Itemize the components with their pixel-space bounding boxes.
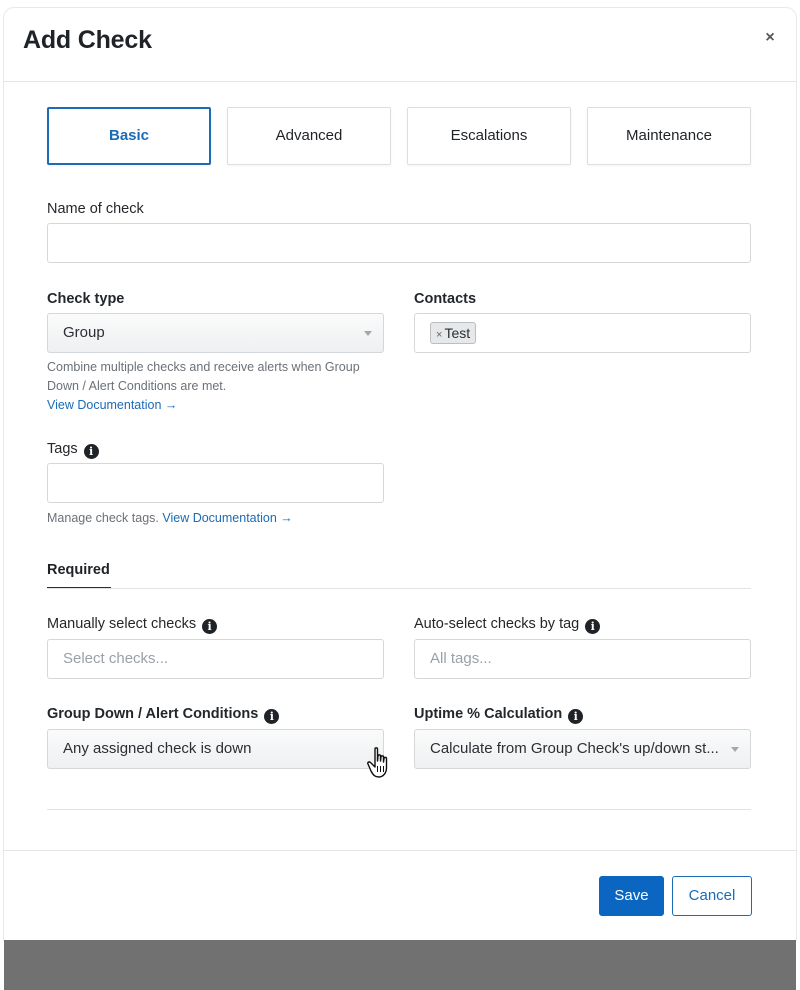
- info-icon[interactable]: i: [202, 619, 217, 634]
- tags-input[interactable]: [47, 463, 384, 503]
- info-icon[interactable]: i: [568, 709, 583, 724]
- uptime-label: Uptime % Calculation i: [414, 706, 583, 724]
- info-icon[interactable]: i: [84, 444, 99, 459]
- uptime-value: Calculate from Group Check's up/down st...: [430, 740, 719, 757]
- manual-select-input[interactable]: Select checks...: [47, 639, 384, 679]
- info-icon[interactable]: i: [585, 619, 600, 634]
- save-button[interactable]: Save: [599, 876, 664, 916]
- name-of-check-input[interactable]: [47, 223, 751, 263]
- bottom-divider: [47, 809, 751, 810]
- tab-maintenance[interactable]: Maintenance: [587, 107, 751, 165]
- auto-select-label: Auto-select checks by tag i: [414, 616, 600, 634]
- required-section-title[interactable]: Required: [47, 562, 110, 578]
- chevron-down-icon: [731, 747, 739, 752]
- remove-token-icon[interactable]: ×: [436, 329, 443, 341]
- tab-escalations[interactable]: Escalations: [407, 107, 571, 165]
- chevron-down-icon: [364, 331, 372, 336]
- contacts-input[interactable]: [414, 313, 751, 353]
- tab-basic[interactable]: Basic: [47, 107, 211, 165]
- add-check-modal: [4, 8, 796, 940]
- tags-label: Tags i: [47, 441, 99, 459]
- modal-footer: [4, 850, 796, 940]
- info-icon[interactable]: i: [264, 709, 279, 724]
- uptime-select[interactable]: [414, 729, 751, 769]
- check-type-value: Group: [63, 324, 105, 341]
- tab-bar: [47, 107, 751, 165]
- tags-help: Manage check tags. View Documentation →: [47, 511, 293, 525]
- check-type-select[interactable]: [47, 313, 384, 353]
- cancel-button[interactable]: Cancel: [672, 876, 752, 916]
- contact-token-test: × Test: [430, 322, 476, 344]
- tags-doc-link[interactable]: View Documentation →: [162, 511, 293, 525]
- group-down-select[interactable]: [47, 729, 384, 769]
- tab-advanced[interactable]: Advanced: [227, 107, 391, 165]
- contacts-label: Contacts: [414, 291, 477, 307]
- group-down-value: Any assigned check is down: [63, 740, 252, 757]
- check-type-help: Combine multiple checks and receive alerts when Group Down / Alert Conditions are met. View Documentation →: [47, 360, 360, 412]
- auto-select-input[interactable]: All tags...: [414, 639, 751, 679]
- close-icon[interactable]: ×: [765, 29, 775, 46]
- hand-pointer-cursor-icon: [366, 746, 394, 780]
- section-divider: [47, 588, 751, 589]
- check-type-doc-link[interactable]: View Documentation →: [47, 398, 178, 412]
- manual-select-label: Manually select checks i: [47, 616, 217, 634]
- modal-header: [4, 8, 796, 82]
- name-of-check-label: Name of check: [47, 201, 144, 217]
- group-down-label: Group Down / Alert Conditions i: [47, 706, 279, 724]
- modal-title: Add Check: [23, 26, 152, 54]
- check-type-label: Check type: [47, 291, 125, 307]
- page-backdrop: [4, 940, 796, 990]
